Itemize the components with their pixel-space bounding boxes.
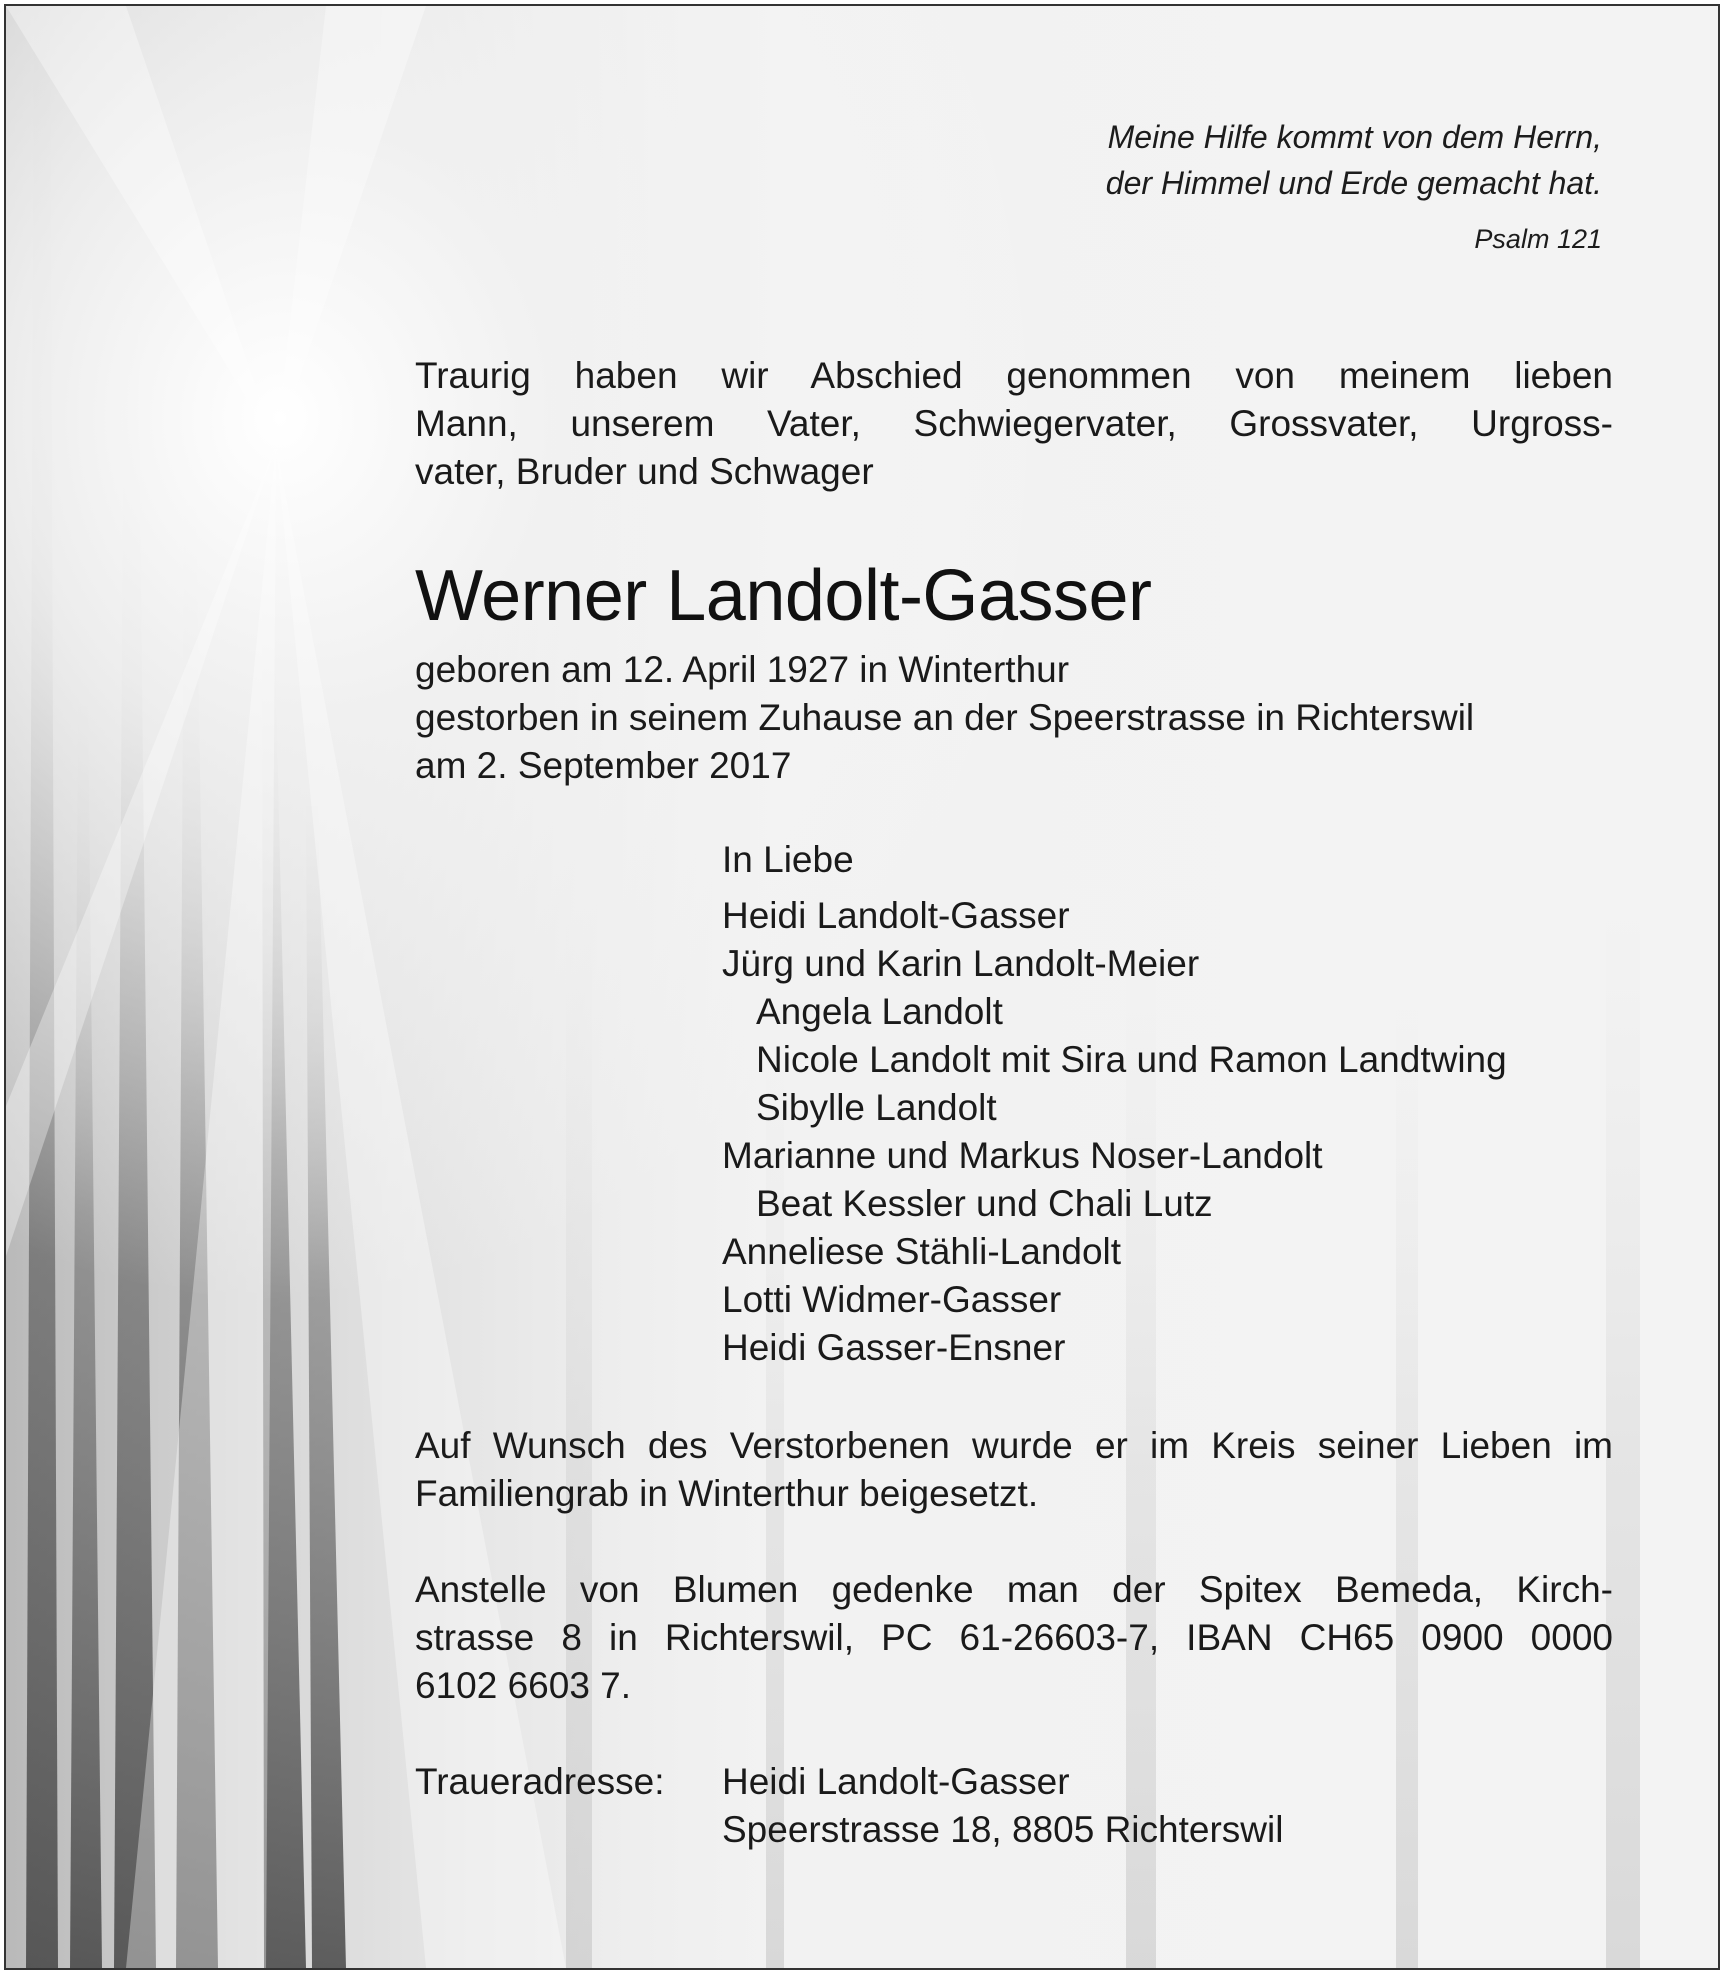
mourners-list	[722, 836, 1507, 1372]
mourner-name: Nicole Landolt mit Sira und Ramon Landtwing	[756, 1039, 1507, 1080]
mourner-name: Heidi Gasser-Ensner	[722, 1327, 1066, 1368]
mourner-name: Beat Kessler und Chali Lutz	[756, 1183, 1213, 1224]
mourner-name: Anneliese Stähli-Landolt	[722, 1231, 1122, 1272]
mourners-heading: In Liebe	[722, 839, 854, 880]
burial-paragraph	[415, 1422, 1613, 1518]
death-line: gestorben in seinem Zuhause an der Speerstrasse in Richterswil	[415, 697, 1475, 738]
intro-line: vater, Bruder und Schwager	[415, 451, 874, 492]
mourner-name: Sibylle Landolt	[756, 1087, 997, 1128]
birth-line: geboren am 12. April 1927 in Winterthur	[415, 649, 1070, 690]
intro-line: Traurig haben wir Abschied genommen von meinem lieben	[415, 355, 1613, 396]
intro-paragraph	[415, 352, 1613, 496]
mourner-name: Angela Landolt	[756, 991, 1003, 1032]
intro-line: Mann, unserem Vater, Schwiegervater, Grossvater, Urgross-	[415, 403, 1613, 444]
donation-paragraph	[415, 1566, 1613, 1710]
donation-line: Anstelle von Blumen gedenke man der Spitex Bemeda, Kirch-	[415, 1569, 1613, 1610]
obituary-content	[6, 6, 1718, 1968]
address-label: Traueradresse:	[415, 1761, 665, 1802]
mourner-name: Jürg und Karin Landolt-Meier	[722, 943, 1200, 984]
donation-line: strasse 8 in Richterswil, PC 61-26603-7, IBAN CH65 0900 0000	[415, 1617, 1613, 1658]
address-street: Speerstrasse 18, 8805 Richterswil	[722, 1809, 1284, 1850]
death-date-line: am 2. September 2017	[415, 745, 792, 786]
bible-quote	[1106, 114, 1602, 206]
quote-source: Psalm 121	[1474, 224, 1602, 254]
mourner-name: Marianne und Markus Noser-Landolt	[722, 1135, 1323, 1176]
burial-line: Auf Wunsch des Verstorbenen wurde er im Kreis seiner Lieben im	[415, 1425, 1613, 1466]
donation-line: 6102 6603 7.	[415, 1665, 632, 1706]
deceased-name: Werner Landolt-Gasser	[415, 556, 1152, 636]
mourner-name: Heidi Landolt-Gasser	[722, 895, 1070, 936]
address-lines	[722, 1758, 1283, 1854]
mourner-name: Lotti Widmer-Gasser	[722, 1279, 1062, 1320]
life-dates	[415, 646, 1613, 790]
quote-line: Meine Hilfe kommt von dem Herrn,	[1107, 119, 1602, 155]
address-name: Heidi Landolt-Gasser	[722, 1761, 1070, 1802]
obituary-card	[4, 4, 1720, 1970]
burial-line: Familiengrab in Winterthur beigesetzt.	[415, 1473, 1039, 1514]
quote-line: der Himmel und Erde gemacht hat.	[1105, 165, 1602, 201]
